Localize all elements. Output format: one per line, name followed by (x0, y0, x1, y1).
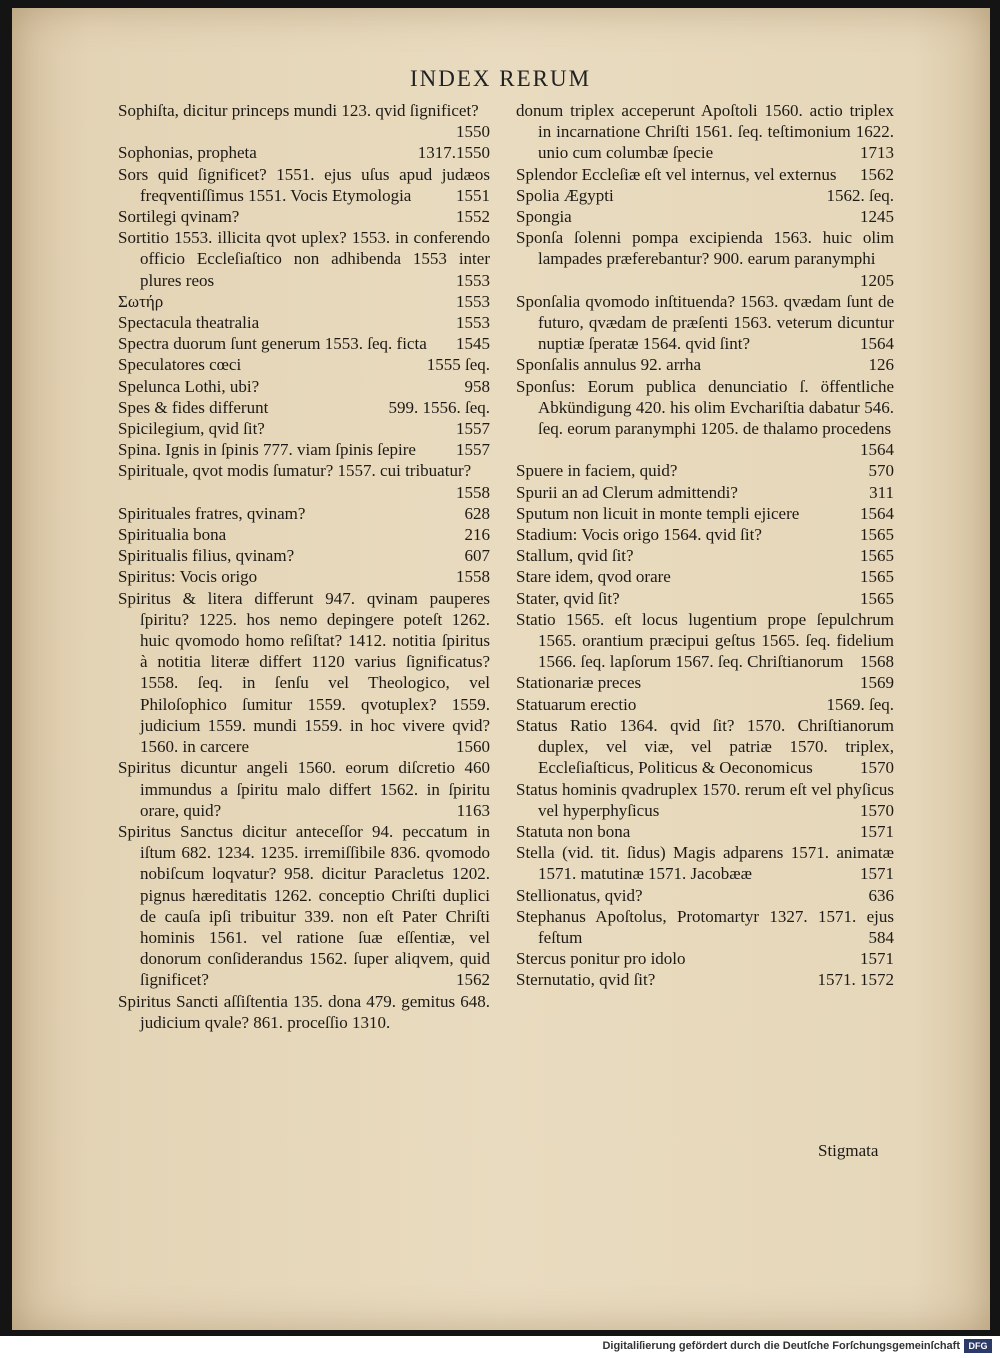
entry-text: Speculatores cœci (118, 355, 242, 375)
entry-text: Sortilegi qvinam? (118, 207, 240, 227)
entry-page-ref: 1564 (860, 503, 894, 523)
index-entry (118, 206, 490, 227)
index-entry (118, 757, 490, 821)
entry-text: Stationariæ preces (516, 673, 642, 693)
index-entry (516, 715, 894, 779)
entry-text: Spiritus dicuntur angeli 1560. eorum diſcretio 460 immundus a ſpiritu malo differt 1562. in ſpiritu orare, quid? (118, 758, 490, 820)
entry-page-ref: 1562 (456, 970, 490, 990)
entry-text: donum triplex acceperunt Apoſtoli 1560. actio triplex in incarnatione Chriſti 1561. ſeq. teſtimonium 1622. unio cum columbæ ſpecie (516, 101, 894, 163)
entry-page-ref: 1571. 1572 (817, 970, 894, 990)
funding-notice: Digitaliſierung gefördert durch die Deutſche Forſchungsgemeinſchaft (602, 1340, 960, 1352)
index-entry (516, 906, 894, 948)
entry-text: Stellionatus, qvid? (516, 885, 643, 905)
index-entry (118, 545, 490, 566)
entry-page-ref: 1565 (860, 546, 894, 566)
index-entry (516, 100, 894, 164)
index-entry (118, 524, 490, 545)
entry-page-ref: 1569. ſeq. (826, 694, 894, 714)
entry-text: Spongia (516, 207, 572, 227)
entry-text: Spiritus Sancti aſſiſtentia 135. dona 479. gemitus 648. judicium qvale? 861. proceſſio 1310. (118, 991, 490, 1032)
index-entry (118, 821, 490, 991)
index-entry (118, 397, 490, 418)
entry-page-ref: 126 (868, 355, 894, 375)
entry-text: Sophiſta, dicitur princeps mundi 123. qvid ſignificet? (118, 101, 479, 120)
entry-page-ref: 607 (464, 546, 490, 566)
entry-page-ref: 570 (868, 461, 894, 481)
index-entry (516, 672, 894, 693)
entry-text: Stercus ponitur pro idolo (516, 949, 686, 969)
entry-text: Spectra duorum ſunt generum 1553. ſeq. ficta (118, 334, 427, 354)
index-entry (118, 227, 490, 291)
index-entry (516, 524, 894, 545)
entry-text: Stephanus Apoſtolus, Protomartyr 1327. 1571. ejus feſtum (516, 906, 894, 947)
entry-text: Sternutatio, qvid ſit? (516, 970, 656, 990)
entry-text: Spelunca Lothi, ubi? (118, 376, 260, 396)
entry-text: Spectacula theatralia (118, 313, 260, 333)
index-entry (516, 588, 894, 609)
entry-page-ref: 1569 (860, 673, 894, 693)
entry-page-ref: 1550 (456, 122, 490, 142)
page-header: INDEX RERUM (410, 66, 592, 91)
entry-page-ref: 1568 (860, 652, 894, 672)
entry-page-ref: 1570 (860, 758, 894, 778)
index-entry (118, 566, 490, 587)
entry-text: Spes & fides differunt (118, 397, 269, 417)
entry-text: Spirituale, qvot modis ſumatur? 1557. cui tribuatur? (118, 461, 472, 481)
index-entry (516, 503, 894, 524)
entry-page-ref: 1551 (456, 185, 490, 205)
entry-text: Spuere in faciem, quid? (516, 461, 678, 481)
entry-text: Statio 1565. eſt locus lugentium prope ſepulchrum 1565. orantium præcipui geſtus 1565. ſeq. fidelium 1566. ſeq. lapſorum 1567. ſeq. Chriſtianorum (516, 609, 894, 672)
footer-bar (0, 1336, 1000, 1358)
index-entry (516, 206, 894, 227)
index-entry (118, 439, 490, 460)
entry-page-ref: 1245 (860, 207, 894, 227)
index-entry (118, 588, 490, 758)
entry-text: Stella (vid. tit. ſidus) Magis adparens 1571. animatæ 1571. matutinæ 1571. Jacobææ (516, 843, 894, 884)
left-index-column (118, 100, 490, 1033)
entry-page-ref: 1565 (860, 567, 894, 587)
entry-text: Stadium: Vocis origo 1564. qvid ſit? (516, 525, 762, 545)
entry-page-ref: 1571 (860, 864, 894, 884)
index-entry (516, 694, 894, 715)
entry-page-ref: 1552 (456, 207, 490, 227)
index-entry (118, 418, 490, 439)
index-entry (516, 948, 894, 969)
index-entry (516, 164, 894, 185)
index-entry (516, 842, 894, 884)
entry-page-ref: 1163 (456, 800, 490, 820)
entry-text: Stare idem, qvod orare (516, 567, 671, 587)
entry-page-ref: 584 (868, 927, 894, 947)
index-entry (516, 821, 894, 842)
index-entry (118, 100, 490, 142)
catchword: Stigmata (818, 1141, 879, 1160)
entry-text: Spiritus: Vocis origo (118, 567, 258, 587)
index-entry (516, 566, 894, 587)
entry-page-ref: 1570 (860, 800, 894, 820)
entry-text: Spina. Ignis in ſpinis 777. viam ſpinis ſepire (118, 440, 416, 460)
entry-page-ref: 1565 (860, 525, 894, 545)
index-entry (516, 885, 894, 906)
index-entry (516, 969, 894, 990)
entry-text: Sponſus: Eorum publica denunciatio ſ. öffentliche Abkündigung 420. his olim Evchariſtia dabatur 546. ſeq. eorum paranymphi 1205. de thalamo procedens (516, 376, 894, 439)
index-entry (118, 503, 490, 524)
index-entry (118, 376, 490, 397)
entry-text: Spurii an ad Clerum admittendi? (516, 482, 738, 502)
entry-page-ref: 1571 (860, 821, 894, 841)
entry-page-ref: 1565 (860, 588, 894, 608)
entry-page-ref: 1553 (456, 270, 490, 290)
entry-text: Sophonias, propheta (118, 143, 257, 163)
entry-page-ref: 1564 (860, 334, 894, 354)
entry-page-ref: 628 (464, 503, 490, 523)
index-entry (516, 545, 894, 566)
index-entry (516, 460, 894, 481)
index-entry (516, 376, 894, 461)
entry-page-ref: 636 (868, 885, 894, 905)
entry-text: Sponſalis annulus 92. arrha (516, 355, 702, 375)
index-entry (118, 991, 490, 1033)
entry-text: Spiritus Sanctus dicitur anteceſſor 94. peccatum in iſtum 682. 1234. 1235. irremiſſibile 836. qvomodo nobiſcum loqvatur? 958. dicitur Paracletus 1202. pignus hæreditatis 1262. conceptio Chriſti duplici de cauſa ipſi tribuitur 339. non eſt Pater Chriſti hominis 1561. vel ratione ſuæ eſſentiæ, vel donorum conſiderandus 1562. ſuper aliqvem, quid ſignificet? (118, 821, 490, 990)
right-index-column (516, 100, 894, 991)
entry-text: Spiritus & litera differunt 947. qvinam pauperes ſpiritu? 1225. hos nemo depingere poteſt 1262. huic qvomodo homo reſiſtat? 1412. notitia ſpiritus à notitia literæ differt 1120 varius ſignificatus? 1558. ſeq. in ſenſu vel Theologico, vel Philoſophico ſumitur 1559. qvotuplex? 1559. judicium 1559. mundi 1559. in hoc vivere qvid? 1560. in carcere (118, 588, 490, 757)
entry-page-ref: 1317.1550 (417, 143, 490, 163)
index-entry (516, 185, 894, 206)
entry-text: Statuarum erectio (516, 694, 637, 714)
entry-page-ref: 1564 (860, 440, 894, 460)
entry-page-ref: 1205 (860, 270, 894, 290)
entry-text: Splendor Eccleſiæ eſt vel internus, vel externus (516, 164, 837, 184)
index-entry (516, 779, 894, 821)
entry-text: Statuta non bona (516, 821, 631, 841)
entry-page-ref: 216 (464, 525, 490, 545)
entry-text: Spiritualis filius, qvinam? (118, 546, 295, 566)
index-entry (516, 227, 894, 291)
index-entry (118, 164, 490, 206)
entry-text: Spiritualia bona (118, 525, 227, 545)
entry-text: Sponſalia qvomodo inſtituenda? 1563. qvædam ſunt de futuro, qvædam de præſenti 1563. veterum dicuntur nuptiæ ſperatæ 1564. qvid ſint? (516, 291, 894, 354)
entry-text: Stater, qvid ſit? (516, 588, 620, 608)
index-entry (516, 354, 894, 375)
entry-page-ref: 1562 (860, 164, 894, 184)
entry-page-ref: 1560 (456, 737, 490, 757)
entry-text: Sputum non licuit in monte templi ejicere (516, 503, 800, 523)
entry-page-ref: 1557 (456, 440, 490, 460)
entry-page-ref: 1545 (456, 334, 490, 354)
entry-page-ref: 1558 (456, 567, 490, 587)
index-entry (118, 291, 490, 312)
dfg-logo-icon: DFG (964, 1339, 992, 1353)
index-entry (118, 460, 490, 502)
entry-page-ref: 958 (464, 376, 490, 396)
entry-text: Sortitio 1553. illicita qvot uplex? 1553. in conferendo officio Eccleſiaſtico non adhibenda 1553 inter plures reos (118, 228, 490, 290)
entry-page-ref: 1553 (456, 313, 490, 333)
entry-text: Status hominis qvadruplex 1570. rerum eſt vel phyſicus vel hyperphyſicus (516, 779, 894, 820)
index-entry (118, 142, 490, 163)
entry-text: Sponſa ſolenni pompa excipienda 1563. huic olim lampades præferebantur? 900. earum paranymphi (516, 228, 894, 269)
index-entry (118, 354, 490, 375)
entry-text: Spirituales fratres, qvinam? (118, 503, 306, 523)
entry-text: Spolia Ægypti (516, 185, 614, 205)
entry-page-ref: 1553 (456, 291, 490, 311)
entry-page-ref: 1557 (456, 419, 490, 439)
entry-text: Spicilegium, qvid ſit? (118, 419, 265, 439)
index-entry (118, 333, 490, 354)
index-entry (516, 482, 894, 503)
entry-text: Stallum, qvid ſit? (516, 546, 634, 566)
entry-page-ref: 1713 (860, 143, 894, 163)
entry-page-ref: 1571 (860, 949, 894, 969)
index-entry (516, 609, 894, 673)
entry-page-ref: 311 (869, 482, 894, 502)
entry-text: Status Ratio 1364. qvid ſit? 1570. Chriſtianorum duplex, vel viæ, vel patriæ 1570. triplex, Eccleſiaſticus, Politicus & Oeconomicus (516, 715, 894, 778)
entry-text: Σωτήρ (118, 291, 164, 311)
entry-page-ref: 599. 1556. ſeq. (388, 397, 490, 417)
entry-page-ref: 1558 (456, 482, 490, 502)
index-entry (516, 291, 894, 355)
entry-page-ref: 1562. ſeq. (826, 185, 894, 205)
entry-page-ref: 1555 ſeq. (426, 355, 490, 375)
entry-text: Sors quid ſignificet? 1551. ejus uſus apud judæos freqventiſſimus 1551. Vocis Etymologia (118, 164, 490, 205)
index-entry (118, 312, 490, 333)
